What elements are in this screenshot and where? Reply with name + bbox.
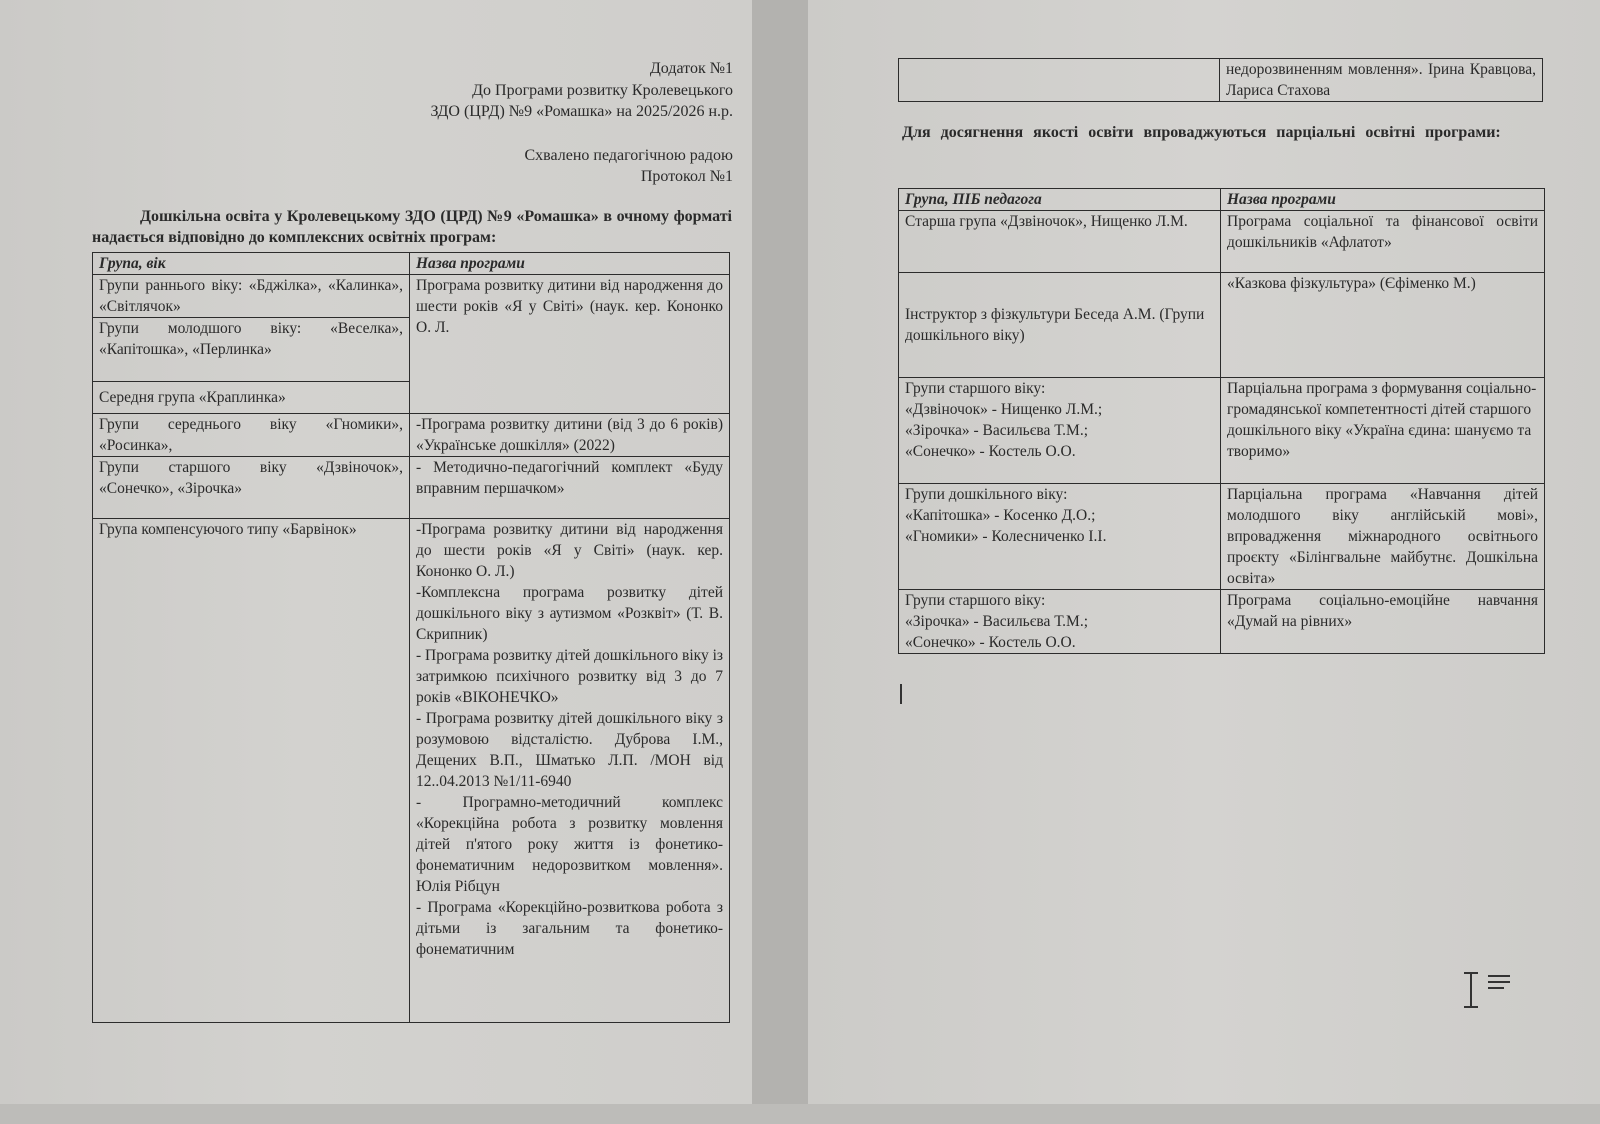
table-cell-group: Групи старшого віку «Дзвіночок», «Сонечко», «Зірочка»: [93, 457, 410, 519]
table-cell-program-list: [410, 519, 730, 1023]
group-line: Групи старшого віку:: [905, 380, 1046, 397]
program-item: - Програма розвитку дітей дошкільного віку із затримкою психічного розвитку від 3 до 7 років «ВІКОНЕЧКО»: [416, 647, 723, 706]
workspace-bottom: [0, 1104, 1600, 1124]
table-cell-group: [899, 378, 1221, 484]
table-cell-group: Група компенсуючого типу «Барвінок»: [93, 519, 410, 1023]
table-cell-group: [899, 590, 1221, 654]
approval-line: Схвалено педагогічною радою: [524, 146, 733, 164]
table-cell-group: [899, 484, 1221, 590]
program-item: - Програма розвитку дітей дошкільного віку з розумовою відсталістю. Дуброва І.М., Дещених В.П., Шматько Л.П. /МОН від 12..04.2013 №1/11-6940: [416, 710, 723, 790]
ibeam-cursor-icon: [1464, 972, 1478, 1008]
complex-programs-table-continuation: [898, 58, 1543, 102]
click-and-type-paragraph-icon: [1488, 975, 1510, 993]
table-cell-program: - Методично-педагогічний комплект «Буду вправним першачком»: [410, 457, 730, 519]
complex-programs-table: [92, 252, 730, 1023]
header-line: Додаток №1: [649, 60, 733, 77]
page-gap: [752, 0, 808, 1124]
approval-line: Протокол №1: [640, 168, 733, 185]
program-item: -Комплексна програма розвитку дітей дошкільного віку з аутизмом «Розквіт» (Т. В. Скрипник): [416, 584, 723, 643]
appendix-header: [340, 58, 733, 188]
table-cell-program: недорозвиненням мовлення». Ірина Кравцова, Лариса Стахова: [1220, 59, 1543, 102]
column-header-program: Назва програми: [1221, 189, 1545, 211]
table-cell-program: «Казкова фізкультура» (Єфіменко М.): [1221, 273, 1545, 378]
table-cell-group: Групи середнього віку «Гномики», «Росинка»,: [93, 414, 410, 457]
table-cell-program: Парціальна програма з формування соціально-громадянської компетентності дітей старшого дошкільного віку «Україна єдина: шануємо та творимо»: [1221, 378, 1545, 484]
program-item: - Програмно-методичний комплекс «Корекційна робота з розвитку мовлення дітей п'ятого року життя із фонетико-фонематичним недорозвитком мовлення». Юлія Рібцун: [416, 794, 723, 895]
group-line: Групи дошкільного віку:: [905, 486, 1068, 503]
table-cell-program: Програма розвитку дитини від народження до шести років «Я у Світі» (наук. кер. Кононко О. Л.: [410, 275, 730, 414]
partial-programs-intro: Для досягнення якості освіти впроваджуються парціальні освітні програми:: [902, 124, 1501, 141]
header-line: ЗДО (ЦРД) №9 «Ромашка» на 2025/2026 н.р.: [430, 103, 733, 120]
text-insertion-caret: [900, 684, 902, 704]
group-line: «Капітошка» - Косенко Д.О.;: [905, 507, 1096, 524]
table-cell-program: Програма соціальної та фінансової освіти дошкільників «Афлатот»: [1221, 211, 1545, 273]
table-cell-group: Інструктор з фізкультури Беседа А.М. (Групи дошкільного віку): [899, 273, 1221, 378]
group-line: «Сонечко» - Костель О.О.: [905, 634, 1076, 651]
header-line: До Програми розвитку Кролевецького: [472, 81, 733, 99]
table-cell-program: Парціальна програма «Навчання дітей молодшого віку англійській мові», впровадження міжнародного освітнього проєкту «Білінгвальне майбутнє. Дошкільна освіта»: [1221, 484, 1545, 590]
table-cell-group-empty: [899, 59, 1220, 102]
partial-programs-table: [898, 188, 1545, 654]
table-cell-group: Групи молодшого віку: «Веселка», «Капітошка», «Перлинка»: [93, 318, 410, 382]
group-line: «Сонечко» - Костель О.О.: [905, 443, 1076, 460]
group-line: «Дзвіночок» - Нищенко Л.М.;: [905, 401, 1103, 418]
group-line: «Зірочка» - Васильєва Т.М.;: [905, 422, 1089, 439]
intro-paragraph: Дошкільна освіта у Кролевецькому ЗДО (ЦРД) №9 «Ромашка» в очному форматі надається відповідно до комплексних освітніх програм:: [92, 208, 732, 246]
column-header-program: Назва програми: [410, 253, 730, 275]
program-item: -Програма розвитку дитини від народження до шести років «Я у Світі» (наук. кер. Кононко О. Л.): [416, 521, 723, 580]
table-cell-program: -Програма розвитку дитини (від 3 до 6 років) «Українське дошкілля» (2022): [410, 414, 730, 457]
group-line: «Зірочка» - Васильєва Т.М.;: [905, 613, 1089, 630]
group-line: Групи старшого віку:: [905, 592, 1046, 609]
column-header-group: Група, вік: [93, 253, 410, 275]
table-cell-group: Старша група «Дзвіночок», Нищенко Л.М.: [899, 211, 1221, 273]
program-item: - Програма «Корекційно-розвиткова робота з дітьми із загальним та фонетико-фонематичним: [416, 899, 723, 958]
table-cell-program: Програма соціально-емоційне навчання «Думай на рівних»: [1221, 590, 1545, 654]
table-cell-group: Середня група «Краплинка»: [93, 382, 410, 414]
column-header-group-teacher: Група, ПІБ педагога: [899, 189, 1221, 211]
group-line: «Гномики» - Колесниченко І.І.: [905, 528, 1107, 545]
table-cell-group: Групи раннього віку: «Бджілка», «Калинка», «Світлячок»: [93, 275, 410, 318]
